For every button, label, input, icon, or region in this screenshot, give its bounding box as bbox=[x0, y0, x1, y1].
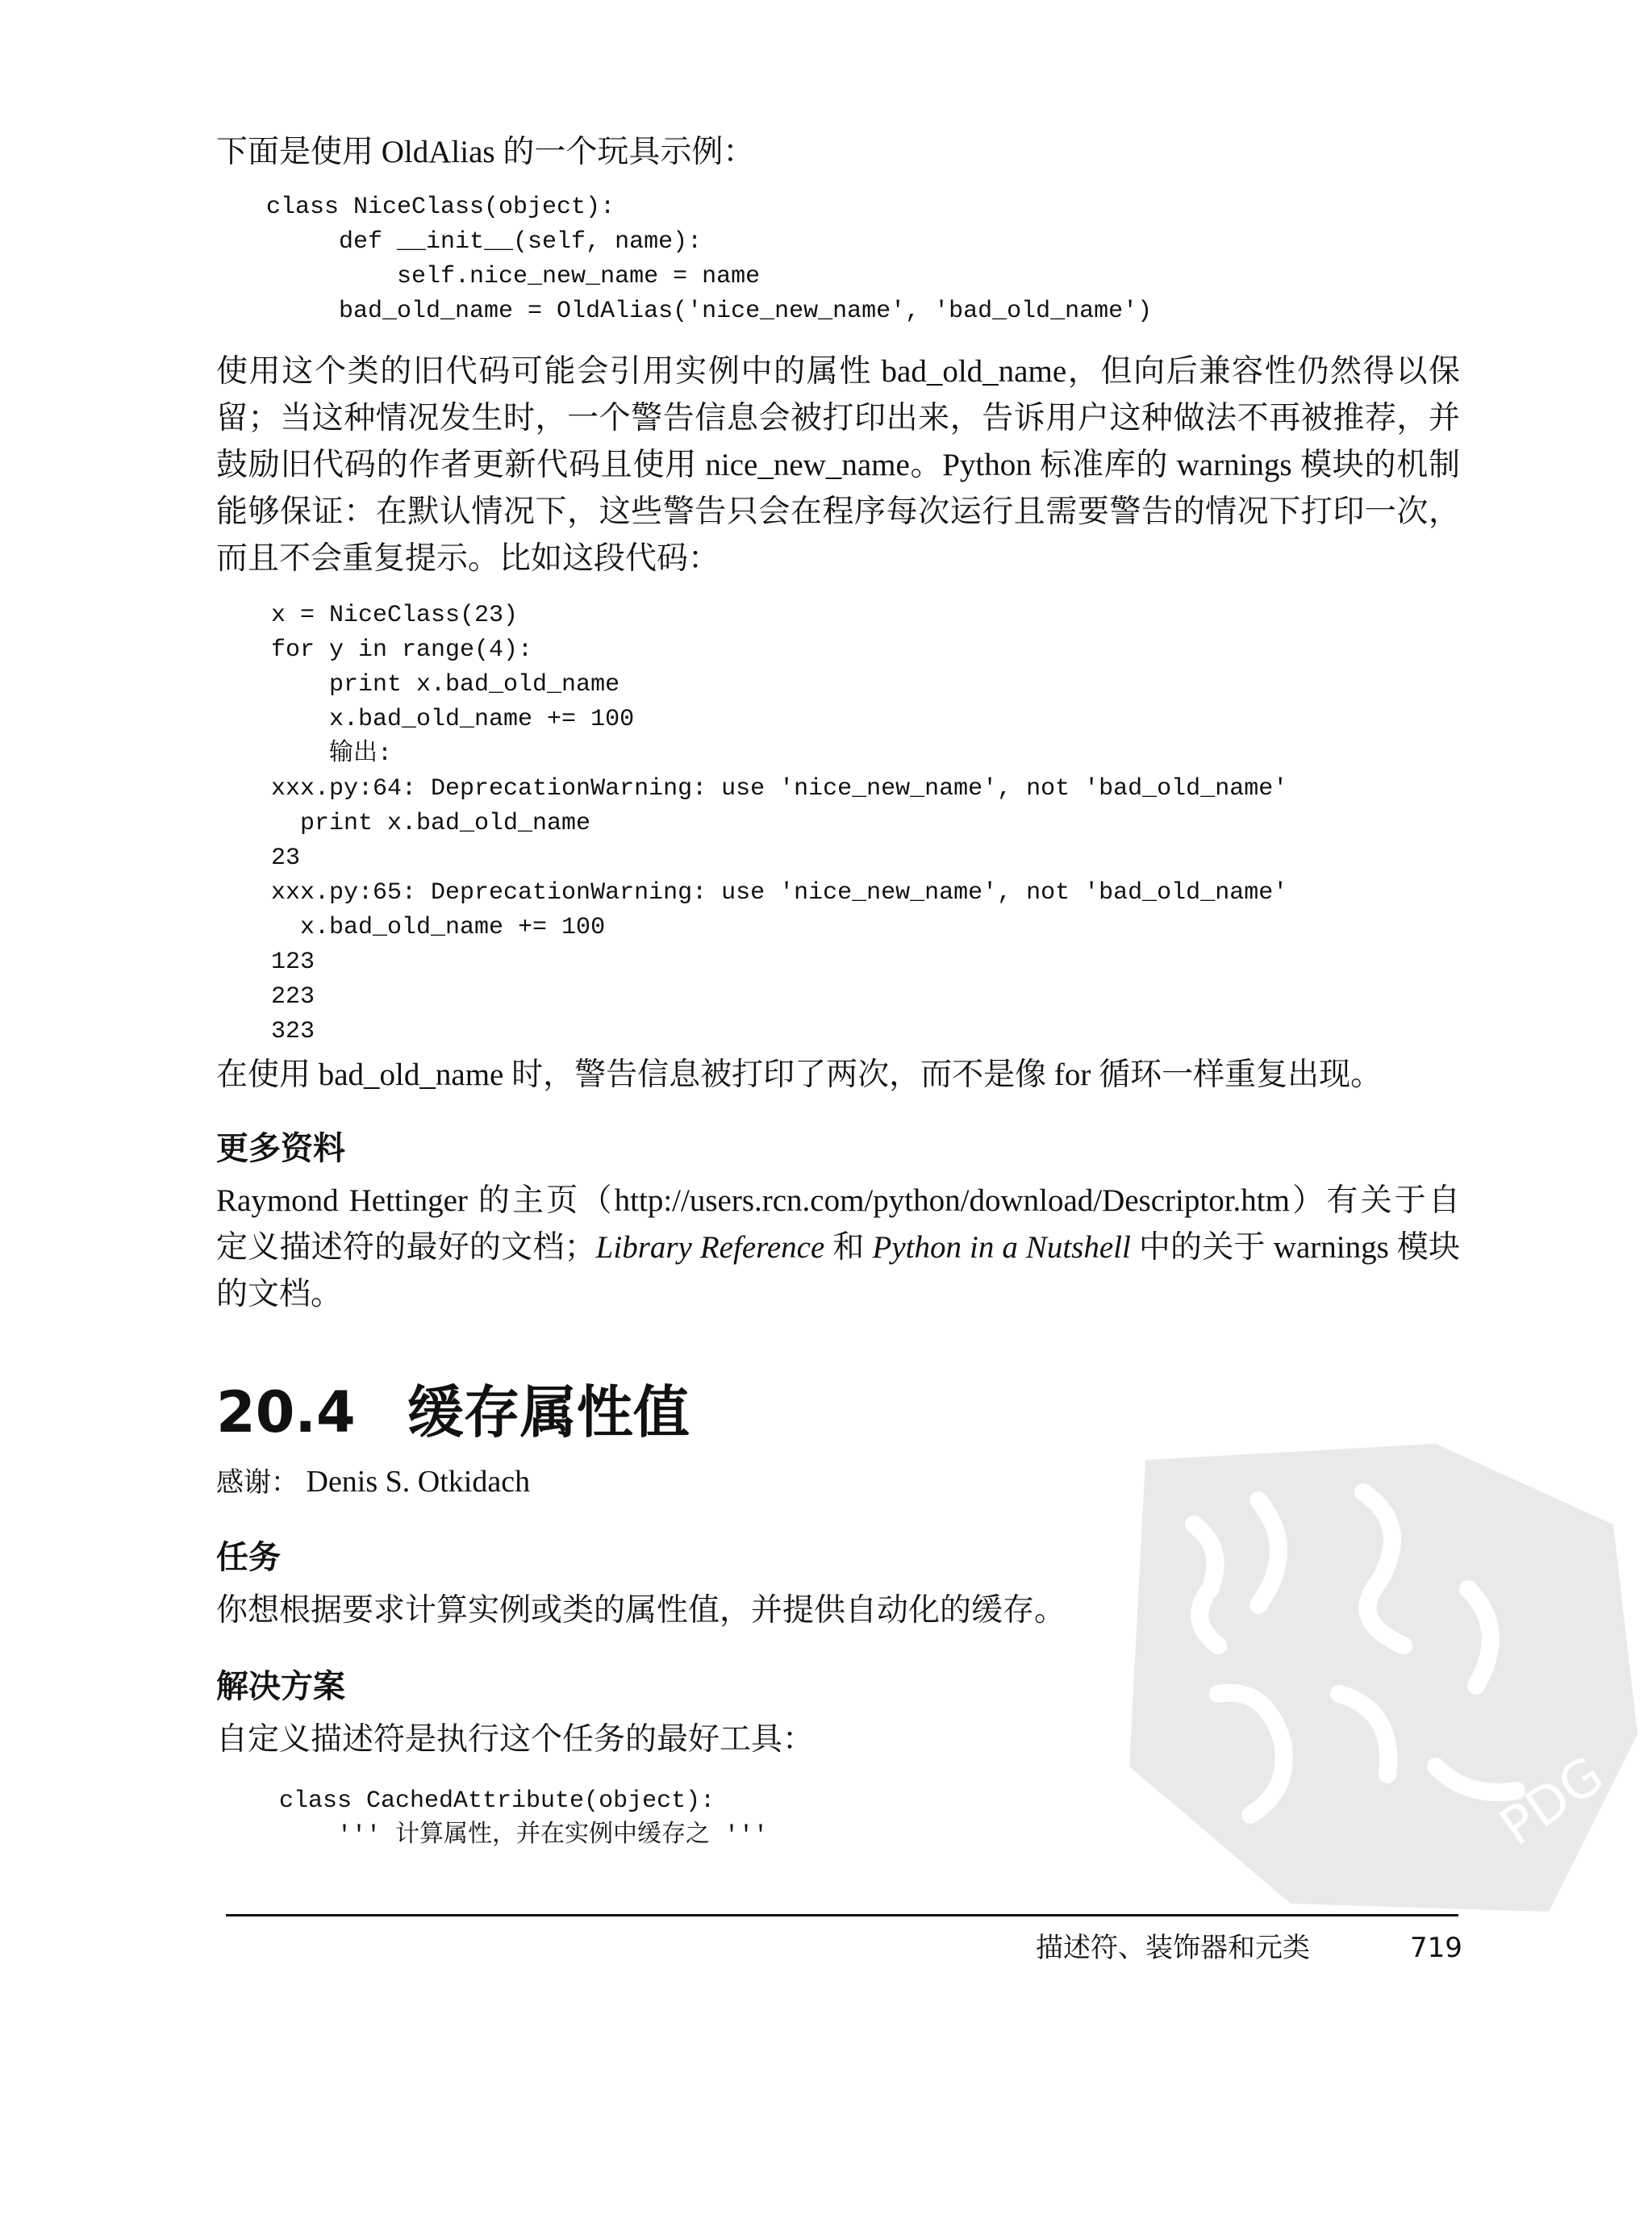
section-number: 20.4 bbox=[216, 1379, 356, 1445]
credit-name: Denis S. Otkidach bbox=[306, 1465, 531, 1499]
code-line: 输出: bbox=[271, 740, 393, 768]
code-line: print x.bad_old_name bbox=[271, 671, 620, 699]
footer-rule bbox=[226, 1914, 1458, 1916]
italic-python-nutshell: Python in a Nutshell bbox=[872, 1230, 1131, 1265]
paragraph-deprecation: 使用这个类的旧代码可能会引用实例中的属性 bad_old_name，但向后兼容性仍然得以保留；当这种情况发生时，一个警告信息会被打印出来，告诉用户这种做法不再被推荐，并鼓励旧代码的作者更新代码且使用 nice_new_name。Python 标准库的 warnings 模块的机制能够保证：在默认情况下，这些警告只会在程序每次运行且需要警告的情况下打印一次，而且不会重复提示。比如这段代码： bbox=[216, 354, 1460, 576]
section-title bbox=[216, 1378, 690, 1447]
footer-chapter-title: 描述符、装饰器和元类 bbox=[1036, 1932, 1310, 1964]
code-line: print x.bad_old_name bbox=[271, 810, 591, 837]
watermark-seal bbox=[1097, 1428, 1646, 1928]
paragraph-solution: 自定义描述符是执行这个任务的最好工具： bbox=[216, 1722, 815, 1757]
code-line: 123 bbox=[271, 949, 315, 976]
more-text-b: 和 bbox=[824, 1230, 873, 1265]
more-text-a: Raymond Hettinger 的主页（http://users.rcn.com/python/download/Descriptor.htm）有关于自定义描述符的最好的文档； bbox=[216, 1183, 1460, 1265]
credit-line bbox=[216, 1462, 530, 1503]
heading-more-info: 更多资料 bbox=[216, 1130, 345, 1167]
code-line: class NiceClass(object): bbox=[266, 194, 615, 221]
section-heading: 缓存属性值 bbox=[407, 1379, 690, 1445]
code-line: 23 bbox=[271, 845, 301, 872]
italic-library-reference: Library Reference bbox=[595, 1230, 825, 1265]
code-line: xxx.py:64: DeprecationWarning: use 'nice_new_name', not 'bad_old_name' bbox=[271, 775, 1288, 803]
paragraph-more-info bbox=[216, 1178, 1460, 1318]
code-line: self.nice_new_name = name bbox=[266, 263, 761, 290]
code-line: x.bad_old_name += 100 bbox=[271, 706, 635, 733]
code-block-usage-output bbox=[271, 598, 1287, 1049]
more-text-c: 中的关于 warnings 模块的文档。 bbox=[216, 1230, 1460, 1312]
code-line: xxx.py:65: DeprecationWarning: use 'nice_new_name', not 'bad_old_name' bbox=[271, 879, 1288, 907]
code-block-nice-class bbox=[266, 190, 1152, 329]
heading-solution: 解决方案 bbox=[216, 1668, 345, 1705]
code-line: 323 bbox=[271, 1018, 315, 1045]
code-line: def __init__(self, name): bbox=[266, 228, 703, 256]
intro-text: 下面是使用 OldAlias 的一个玩具示例： bbox=[216, 135, 755, 169]
code-line: ''' 计算属性，并在实例中缓存之 ''' bbox=[279, 1822, 769, 1850]
code-line: bad_old_name = OldAlias('nice_new_name', 'bad_old_name') bbox=[266, 298, 1153, 325]
paragraph-summary: 在使用 bad_old_name 时，警告信息被打印了两次，而不是像 for 循环一样重复出现。 bbox=[216, 1057, 1383, 1092]
code-line: class CachedAttribute(object): bbox=[279, 1787, 715, 1815]
heading-task: 任务 bbox=[216, 1539, 281, 1576]
code-block-cached-attribute bbox=[279, 1784, 768, 1854]
code-line: for y in range(4): bbox=[271, 636, 533, 664]
code-line: 223 bbox=[271, 983, 315, 1011]
credit-label: 感谢： bbox=[216, 1466, 298, 1499]
watermark-text: PDG bbox=[1489, 1745, 1615, 1858]
page-number: 719 bbox=[1410, 1932, 1462, 1964]
code-line: x.bad_old_name += 100 bbox=[271, 914, 606, 941]
code-line: x = NiceClass(23) bbox=[271, 602, 519, 629]
paragraph-task: 你想根据要求计算实例或类的属性值，并提供自动化的缓存。 bbox=[216, 1593, 1066, 1628]
